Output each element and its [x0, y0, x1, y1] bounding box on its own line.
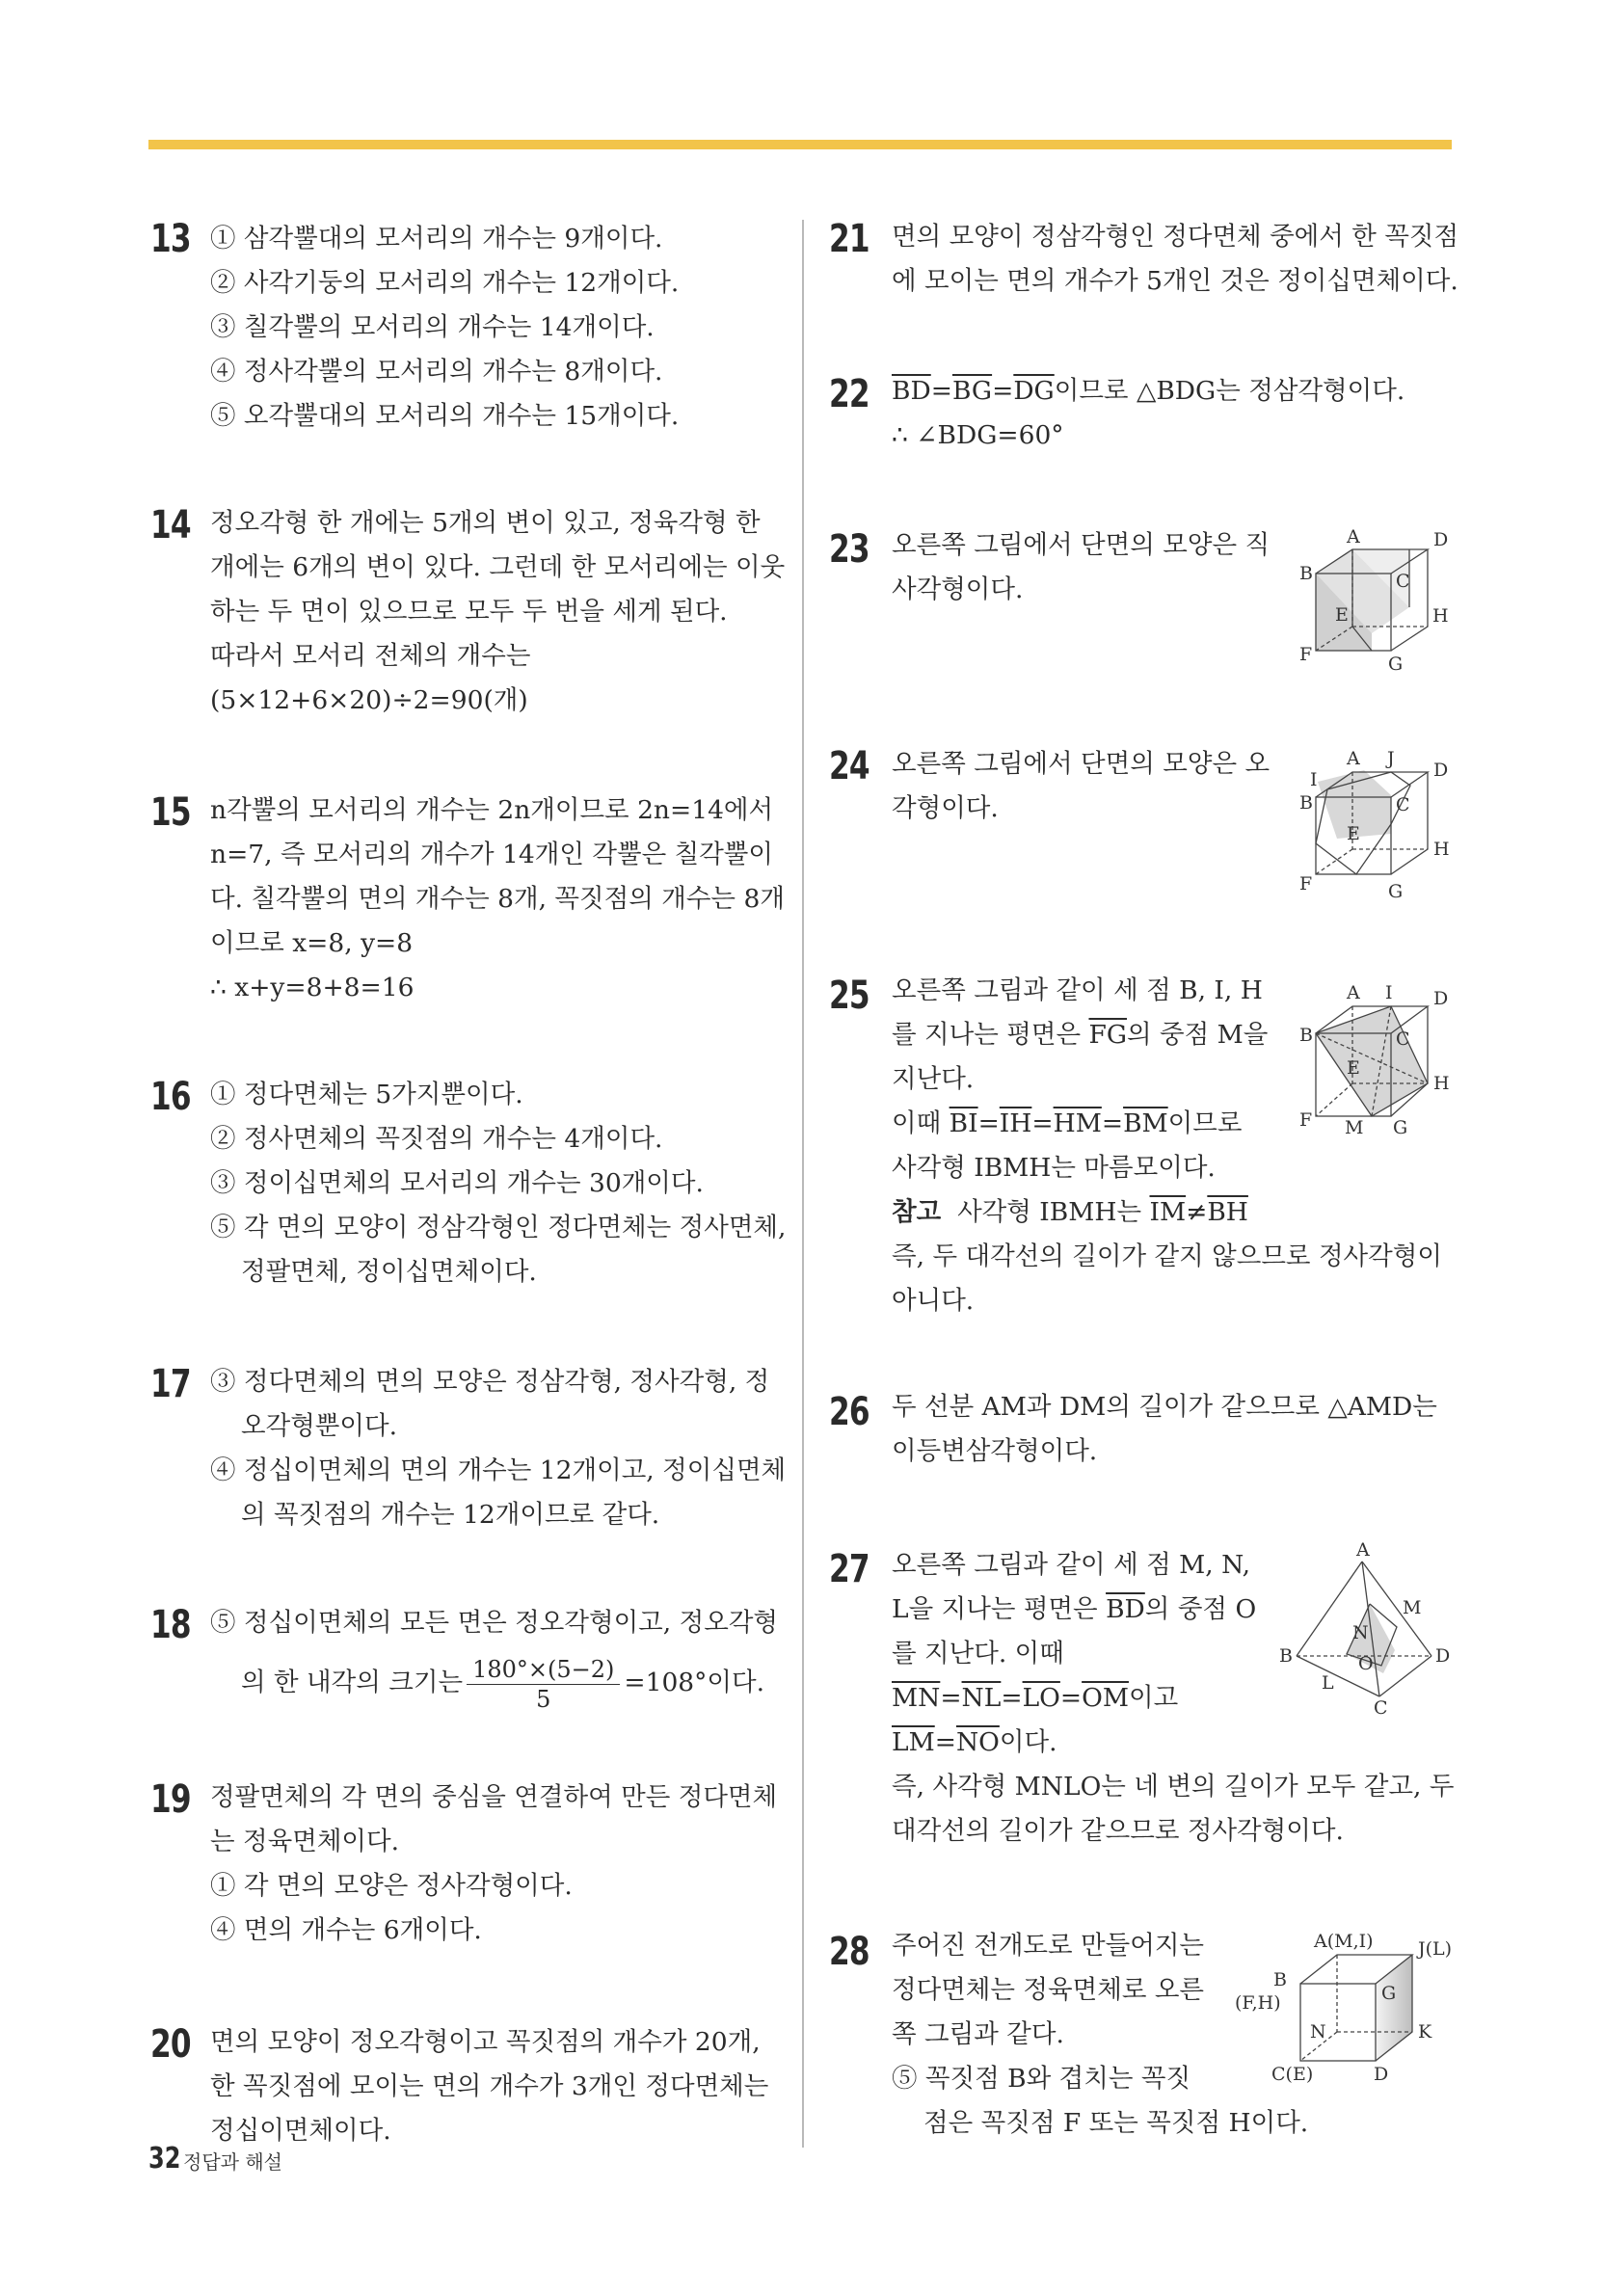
- problem-number: 27: [829, 1547, 869, 1591]
- vertex-label: B: [1299, 792, 1313, 814]
- answer-line: 사각형이다.: [892, 574, 1024, 604]
- segment: $\overline{HM}$: [1053, 1108, 1102, 1138]
- answer-line: 두 선분 AM과 DM의 길이가 같으므로 △AMD는: [892, 1392, 1437, 1422]
- answer-text: 사각형 IBMH는: [957, 1197, 1150, 1227]
- answer-line: 대각선의 길이가 같으므로 정사각형이다.: [892, 1816, 1344, 1846]
- vertex-label: I: [1385, 982, 1393, 1003]
- segment: $\overline{BI}$: [949, 1108, 978, 1138]
- answer-line: ③ 정다면체의 면의 모양은 정삼각형, 정사각형, 정: [210, 1367, 770, 1397]
- answer-line: 오른쪽 그림과 같이 세 점 B, I, H: [892, 975, 1263, 1005]
- problem-number: 26: [829, 1390, 869, 1434]
- answer-line: 개에는 6개의 변이 있다. 그런데 한 모서리에는 이웃: [210, 552, 786, 582]
- vertex-label: F: [1299, 873, 1313, 894]
- answer-line: 정팔면체, 정이십면체이다.: [241, 1257, 537, 1287]
- cube-figure-24: [1297, 747, 1460, 906]
- answer-line: 의 꼭짓점의 개수는 12개이므로 같다.: [241, 1500, 660, 1530]
- answer-line: 오른쪽 그림에서 단면의 모양은 직: [892, 530, 1271, 560]
- equals-sign: =: [1001, 1683, 1023, 1713]
- answer-text: 의 중점 M을: [1127, 1020, 1269, 1050]
- problem-number: 23: [829, 527, 869, 572]
- vertex-label: D: [1433, 760, 1449, 781]
- cube-figure-25: [1297, 974, 1460, 1137]
- equals-sign: =: [930, 376, 952, 406]
- vertex-label: F: [1299, 1109, 1313, 1131]
- not-equal-sign: ≠: [1186, 1197, 1208, 1227]
- answer-line: ② 정사면체의 꼭짓점의 개수는 4개이다.: [210, 1124, 663, 1154]
- vertex-label: G: [1381, 1983, 1397, 2004]
- problem-number: 14: [150, 503, 191, 547]
- segment: $\overline{LO}$: [1022, 1683, 1060, 1713]
- problem-number: 13: [150, 217, 191, 261]
- answer-line: [892, 369, 1404, 414]
- equals-sign: =: [940, 1683, 962, 1713]
- answer-line: ④ 정사각뿔의 모서리의 개수는 8개이다.: [210, 357, 663, 387]
- segment: $\overline{OM}$: [1082, 1683, 1129, 1713]
- answer-line: [892, 1588, 1256, 1632]
- vertex-label: D: [1435, 1645, 1451, 1667]
- answer-line: 즉, 두 대각선의 길이가 같지 않으므로 정사각형이: [892, 1241, 1442, 1271]
- problem-number: 21: [829, 217, 869, 261]
- answer-text: 의 한 내각의 크기는: [241, 1668, 464, 1697]
- equals-sign: =: [1059, 1683, 1083, 1713]
- answer-line: 정다면체는 정육면체로 오른: [892, 1975, 1205, 2005]
- vertex-label: J: [1387, 748, 1395, 769]
- vertex-label: C: [1396, 571, 1410, 592]
- answer-line: (5×12+6×20)÷2=90(개): [210, 685, 528, 715]
- equals-sign: =: [992, 376, 1014, 406]
- answer-text: 의 중점 O: [1144, 1594, 1257, 1624]
- vertex-label: O: [1358, 1653, 1374, 1674]
- answer-line: ∴ x+y=8+8=16: [210, 973, 415, 1002]
- vertex-label: H: [1433, 839, 1450, 860]
- answer-line: 따라서 모서리 전체의 개수는: [210, 641, 531, 671]
- answer-line: 에 모이는 면의 개수가 5개인 것은 정이십면체이다.: [892, 266, 1458, 296]
- vertex-label: C: [1374, 1697, 1388, 1716]
- answer-line: 오른쪽 그림과 같이 세 점 M, N,: [892, 1550, 1251, 1580]
- vertex-label: N: [1310, 2021, 1326, 2042]
- vertex-label: G: [1393, 1117, 1408, 1137]
- equals-sign: =: [977, 1108, 1000, 1138]
- answer-line: 각형이다.: [892, 793, 999, 823]
- answer-line: ① 삼각뿔대의 모서리의 개수는 9개이다.: [210, 224, 663, 254]
- answer-line: 이므로 x=8, y=8: [210, 928, 414, 958]
- answer-text: 이때: [892, 1108, 950, 1138]
- problem-number: 16: [150, 1075, 191, 1119]
- problem-number: 15: [150, 790, 191, 835]
- vertex-label: B: [1273, 1969, 1287, 1990]
- problem-number: 24: [829, 744, 869, 788]
- answer-line: 점은 꼭짓점 F 또는 꼭짓점 H이다.: [923, 2108, 1309, 2138]
- answer-line: ⑤ 꼭짓점 B와 겹치는 꼭짓: [892, 2064, 1191, 2094]
- answer-line: 하는 두 면이 있으므로 모두 두 번을 세게 된다.: [210, 597, 728, 627]
- answer-line: 정팔면체의 각 면의 중심을 연결하여 만든 정다면체: [210, 1782, 778, 1812]
- answer-line: n=7, 즉 모서리의 개수가 14개인 각뿔은 칠각뿔이: [210, 840, 773, 869]
- equals-sign: =: [1031, 1108, 1054, 1138]
- segment: $\overline{MN}$: [892, 1683, 941, 1713]
- answer-text: 이므로: [1167, 1108, 1243, 1138]
- problem-number: 20: [150, 2022, 191, 2067]
- segment: $\overline{FG}$: [1088, 1020, 1128, 1050]
- vertex-label: D: [1374, 2064, 1389, 2085]
- answer-line: 즉, 사각형 MNLO는 네 변의 길이가 모두 같고, 두: [892, 1772, 1455, 1802]
- answer-text: 이다.: [999, 1727, 1057, 1757]
- answer-line: 사각형 IBMH는 마름모이다.: [892, 1153, 1216, 1183]
- answer-line: ① 각 면의 모양은 정사각형이다.: [210, 1871, 573, 1901]
- segment: $\overline{BD}$: [1106, 1594, 1145, 1624]
- answer-text: 이므로 △BDG는 정삼각형이다.: [1054, 376, 1405, 406]
- segment: $\overline{DG}$: [1013, 376, 1055, 406]
- page-number: 32: [148, 2142, 181, 2176]
- answer-line: 면의 모양이 정삼각형인 정다면체 중에서 한 꼭짓점: [892, 222, 1459, 252]
- fraction-denominator: 5: [536, 1685, 551, 1713]
- answer-line-fraction: [241, 1654, 764, 1714]
- answer-line: n각뿔의 모서리의 개수는 2n개이므로 2n=14에서: [210, 795, 774, 825]
- vertex-label: (F,H): [1235, 1992, 1281, 2014]
- answer-line: 정오각형 한 개에는 5개의 변이 있고, 정육각형 한: [210, 508, 761, 538]
- segment: $\overline{BG}$: [951, 376, 993, 406]
- answer-line: ⑤ 각 면의 모양이 정삼각형인 정다면체는 정사면체,: [210, 1213, 787, 1242]
- answer-text: 이고: [1128, 1683, 1179, 1713]
- note-line: [892, 1190, 1248, 1235]
- problem-number: 22: [829, 372, 869, 416]
- answer-line: [892, 1721, 1057, 1765]
- answer-line: 면의 모양이 정오각형이고 꼭짓점의 개수가 20개,: [210, 2027, 761, 2057]
- vertex-label: D: [1433, 529, 1449, 550]
- vertex-label: B: [1299, 563, 1313, 584]
- answer-text: =108°이다.: [624, 1668, 765, 1697]
- segment: $\overline{IM}$: [1149, 1197, 1187, 1227]
- answer-line: ∴ ∠BDG=60°: [892, 420, 1064, 450]
- equals-sign: =: [934, 1727, 956, 1757]
- answer-line: 지난다.: [892, 1064, 975, 1094]
- answer-line: 는 정육면체이다.: [210, 1827, 400, 1856]
- problem-number: 28: [829, 1930, 869, 1974]
- vertex-label: A: [1356, 1542, 1370, 1561]
- vertex-label: M: [1345, 1117, 1364, 1137]
- vertex-label: F: [1299, 644, 1313, 665]
- vertex-label: H: [1433, 1073, 1450, 1094]
- answer-line: ③ 정이십면체의 모서리의 개수는 30개이다.: [210, 1168, 704, 1198]
- vertex-label: G: [1388, 654, 1404, 675]
- answer-line: [892, 1676, 1178, 1721]
- segment: $\overline{BM}$: [1123, 1108, 1168, 1138]
- vertex-label: L: [1322, 1672, 1334, 1694]
- answer-line: 오각형뿐이다.: [241, 1411, 398, 1441]
- segment: $\overline{BD}$: [892, 376, 931, 406]
- vertex-label: A: [1347, 748, 1360, 769]
- segment: $\overline{NL}$: [961, 1683, 1002, 1713]
- segment: $\overline{NO}$: [955, 1727, 1000, 1757]
- answer-line: 한 꼭짓점에 모이는 면의 개수가 3개인 정다면체는: [210, 2071, 769, 2101]
- vertex-label: E: [1347, 1057, 1360, 1079]
- answer-line: 를 지난다. 이때: [892, 1639, 1064, 1669]
- footer-title: 정답과 해설: [183, 2150, 282, 2174]
- problem-number: 18: [150, 1603, 191, 1647]
- tetrahedron-figure-27: [1277, 1542, 1460, 1716]
- answer-line: ④ 정십이면체의 면의 개수는 12개이고, 정이십면체: [210, 1455, 787, 1485]
- equals-sign: =: [1101, 1108, 1124, 1138]
- segment: $\overline{LM}$: [892, 1727, 935, 1757]
- vertex-label: I: [1310, 769, 1318, 790]
- answer-text: L을 지나는 평면은: [892, 1594, 1107, 1624]
- answer-line: 정십이면체이다.: [210, 2116, 391, 2146]
- answer-line: 쪽 그림과 같다.: [892, 2019, 1064, 2049]
- vertex-label: J(L): [1418, 1938, 1453, 1960]
- answer-text: 를 지나는 평면은: [892, 1020, 1089, 1050]
- answer-line: 아니다.: [892, 1286, 975, 1316]
- problem-number: 19: [150, 1777, 191, 1822]
- fraction-numerator: 180°×(5−2): [467, 1655, 620, 1685]
- fraction: [467, 1655, 620, 1714]
- cube-figure-28: [1229, 1926, 1470, 2099]
- column-divider: [802, 220, 804, 2148]
- vertex-label: N: [1352, 1622, 1369, 1643]
- problem-number: 17: [150, 1362, 191, 1406]
- vertex-label: A: [1347, 982, 1360, 1003]
- answer-line: 이등변삼각형이다.: [892, 1436, 1098, 1466]
- answer-line: ② 사각기둥의 모서리의 개수는 12개이다.: [210, 268, 680, 298]
- answer-line: [892, 1013, 1268, 1057]
- answer-line: ⑤ 오각뿔대의 모서리의 개수는 15개이다.: [210, 401, 680, 431]
- answer-line: 오른쪽 그림에서 단면의 모양은 오: [892, 749, 1271, 779]
- vertex-label: B: [1279, 1645, 1293, 1667]
- segment: $\overline{BH}$: [1207, 1197, 1248, 1227]
- answer-line: [892, 1102, 1242, 1146]
- answer-line: ① 정다면체는 5가지뿐이다.: [210, 1080, 523, 1109]
- vertex-label: D: [1433, 988, 1449, 1009]
- vertex-label: C(E): [1271, 2064, 1314, 2085]
- vertex-label: K: [1418, 2021, 1432, 2042]
- answer-line: ④ 면의 개수는 6개이다.: [210, 1915, 482, 1945]
- cube-figure-23: [1297, 525, 1460, 680]
- segment: $\overline{IH}$: [999, 1108, 1032, 1138]
- vertex-label: C: [1396, 794, 1410, 815]
- vertex-label: A(M,I): [1314, 1931, 1374, 1952]
- problem-number: 25: [829, 974, 869, 1018]
- vertex-label: C: [1396, 1028, 1410, 1050]
- vertex-label: B: [1299, 1025, 1313, 1046]
- answer-line: 주어진 전개도로 만들어지는: [892, 1931, 1205, 1961]
- answer-line: ③ 칠각뿔의 모서리의 개수는 14개이다.: [210, 312, 655, 342]
- answer-line: 다. 칠각뿔의 면의 개수는 8개, 꼭짓점의 개수는 8개: [210, 884, 785, 914]
- note-label: 참고: [892, 1197, 942, 1227]
- header-accent-bar: [148, 140, 1452, 149]
- vertex-label: H: [1432, 605, 1449, 627]
- vertex-label: E: [1335, 604, 1349, 626]
- vertex-label: A: [1347, 526, 1360, 547]
- vertex-label: M: [1403, 1597, 1422, 1618]
- vertex-label: G: [1388, 881, 1404, 902]
- answer-line: ⑤ 정십이면체의 모든 면은 정오각형이고, 정오각형: [210, 1608, 779, 1638]
- vertex-label: E: [1347, 823, 1360, 844]
